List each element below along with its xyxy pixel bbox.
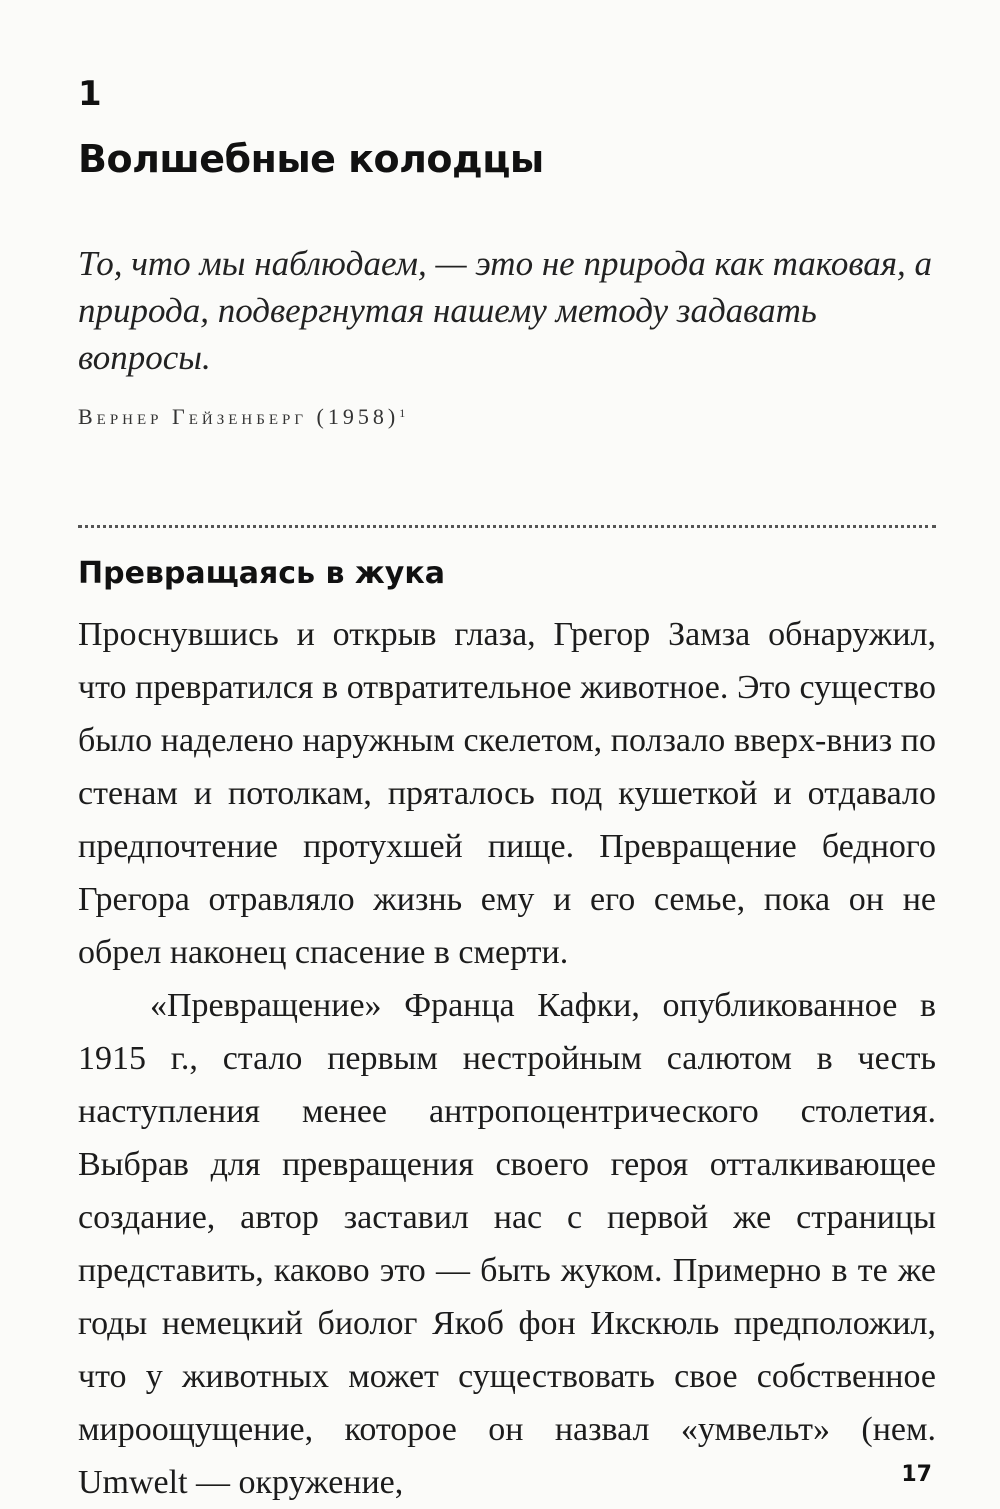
paragraph: «Превращение» Франца Кафки, опубликованное в 1915 г., стало первым нестройным салютом в честь наступления менее антропоцентрического столетия. Выбрав для превращения своего героя отталкивающее создание, автор заставил нас с первой же страницы представить, каково это — быть жуком. Примерно в те же годы немецкий биолог Якоб фон Икскюль предположил, что у животных может существовать свое собственное мироощущение, которое он назвал «умвельт» (нем. Umwelt — окружение, bbox=[78, 987, 936, 1501]
paragraph: Проснувшись и открыв глаза, Грегор Замза обнаружил, что превратился в отвратительное животное. Это существо было наделено наружным скелетом, ползало вверх-вниз по стенам и потолкам, пряталось под кушеткой и отдавало предпочтение протухшей пище. Превращение бедного Грегора отравляло жизнь ему и его семье, пока он не обрел наконец спасение в смерти. bbox=[78, 616, 936, 971]
footnote-marker[interactable]: 1 bbox=[399, 406, 406, 420]
section-title: Превращаясь в жука bbox=[78, 556, 445, 591]
epigraph-attribution bbox=[78, 400, 405, 434]
body-text bbox=[78, 608, 936, 1509]
dotted-divider bbox=[78, 525, 936, 528]
chapter-number: 1 bbox=[78, 74, 102, 114]
epigraph-author: Вернер Гейзенберг (1958) bbox=[78, 404, 400, 429]
page-number: 17 bbox=[901, 1462, 932, 1487]
epigraph-quote: То, что мы наблюдаем, — это не природа как таковая, а природа, подвергнутая нашему методу задавать вопросы. bbox=[78, 244, 933, 377]
chapter-title: Волшебные колодцы bbox=[78, 137, 544, 181]
